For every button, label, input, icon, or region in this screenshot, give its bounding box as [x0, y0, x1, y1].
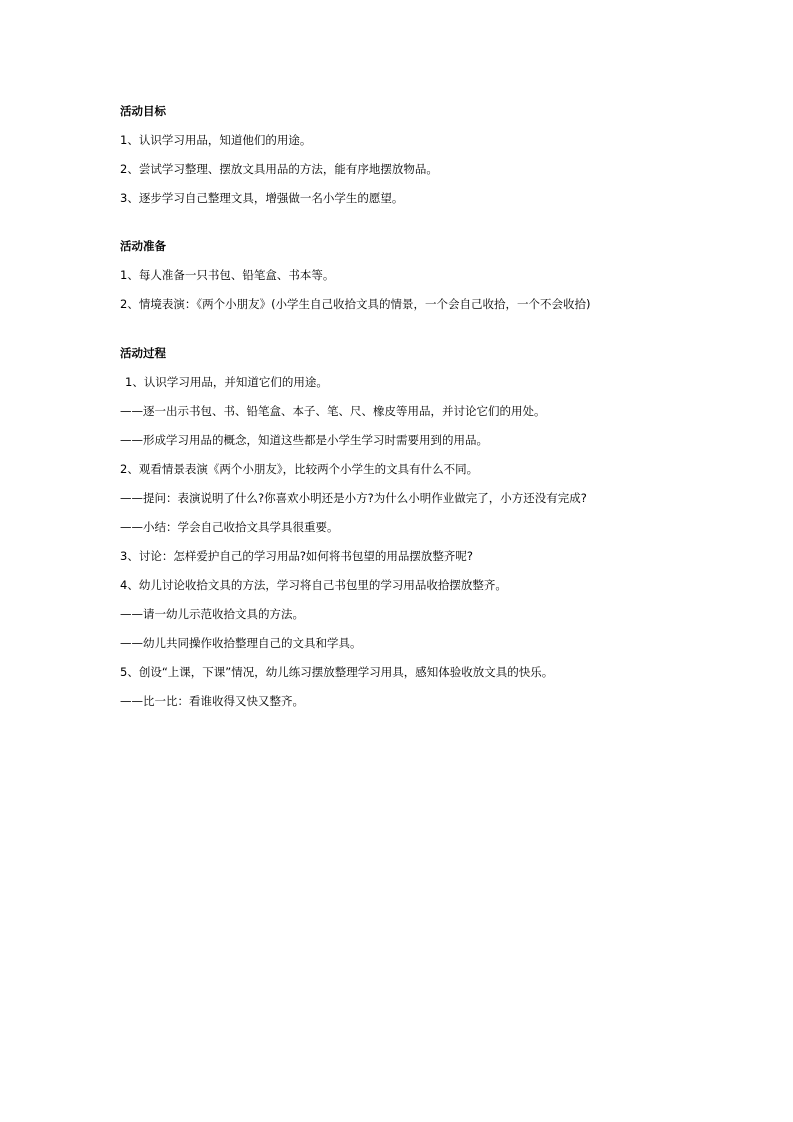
process-item-6: ——小结：学会自己收拾文具学具很重要。	[120, 520, 339, 534]
goal-item-1: 1、认识学习用品，知道他们的用途。	[120, 133, 312, 147]
section-activity-goals	[120, 103, 760, 219]
process-item-4: 2、观看情景表演《两个小朋友》，比较两个小学生的文具有什么不同。	[120, 462, 479, 476]
section-activity-preparation	[120, 238, 760, 325]
process-item-8: 4、幼儿讨论收拾文具的方法，学习将自己书包里的学习用品收拾摆放整齐。	[120, 578, 507, 592]
process-item-5: ——提问：表演说明了什么?你喜欢小明还是小方?为什么小明作业做完了，小方还没有完成?	[120, 491, 587, 505]
process-item-3: ——形成学习用品的概念，知道这些都是小学生学习时需要用到的用品。	[120, 433, 488, 447]
prep-item-1: 1、每人准备一只书包、铅笔盒、书本等。	[120, 268, 335, 282]
process-item-9: ——请一幼儿示范收拾文具的方法。	[120, 607, 304, 621]
process-item-2: ——逐一出示书包、书、铅笔盒、本子、笔、尺、橡皮等用品，并讨论它们的用处。	[120, 404, 546, 418]
process-item-12: ——比一比：看谁收得又快又整齐。	[120, 694, 304, 708]
process-item-11: 5、创设“上课，下课”情况，幼儿练习摆放整理学习用具，感知体验收放文具的快乐。	[120, 665, 554, 679]
process-item-10: ——幼儿共同操作收拾整理自己的文具和学具。	[120, 636, 362, 650]
section-activity-process	[120, 345, 760, 722]
section-heading-preparation: 活动准备	[120, 239, 166, 253]
section-heading-goals: 活动目标	[120, 104, 166, 118]
goal-item-3: 3、逐步学习自己整理文具，增强做一名小学生的愿望。	[120, 191, 404, 205]
process-item-7: 3、讨论：怎样爱护自己的学习用品?如何将书包望的用品摆放整齐呢?	[120, 549, 474, 563]
process-item-1: 1、认识学习用品，并知道它们的用途。	[125, 375, 328, 389]
prep-item-2: 2、情境表演：《两个小朋友》(小学生自己收拾文具的情景，一个会自己收拾，一个不会收拾)	[120, 297, 591, 311]
goal-item-2: 2、尝试学习整理、摆放文具用品的方法，能有序地摆放物品。	[120, 162, 438, 176]
section-heading-process: 活动过程	[120, 346, 166, 360]
